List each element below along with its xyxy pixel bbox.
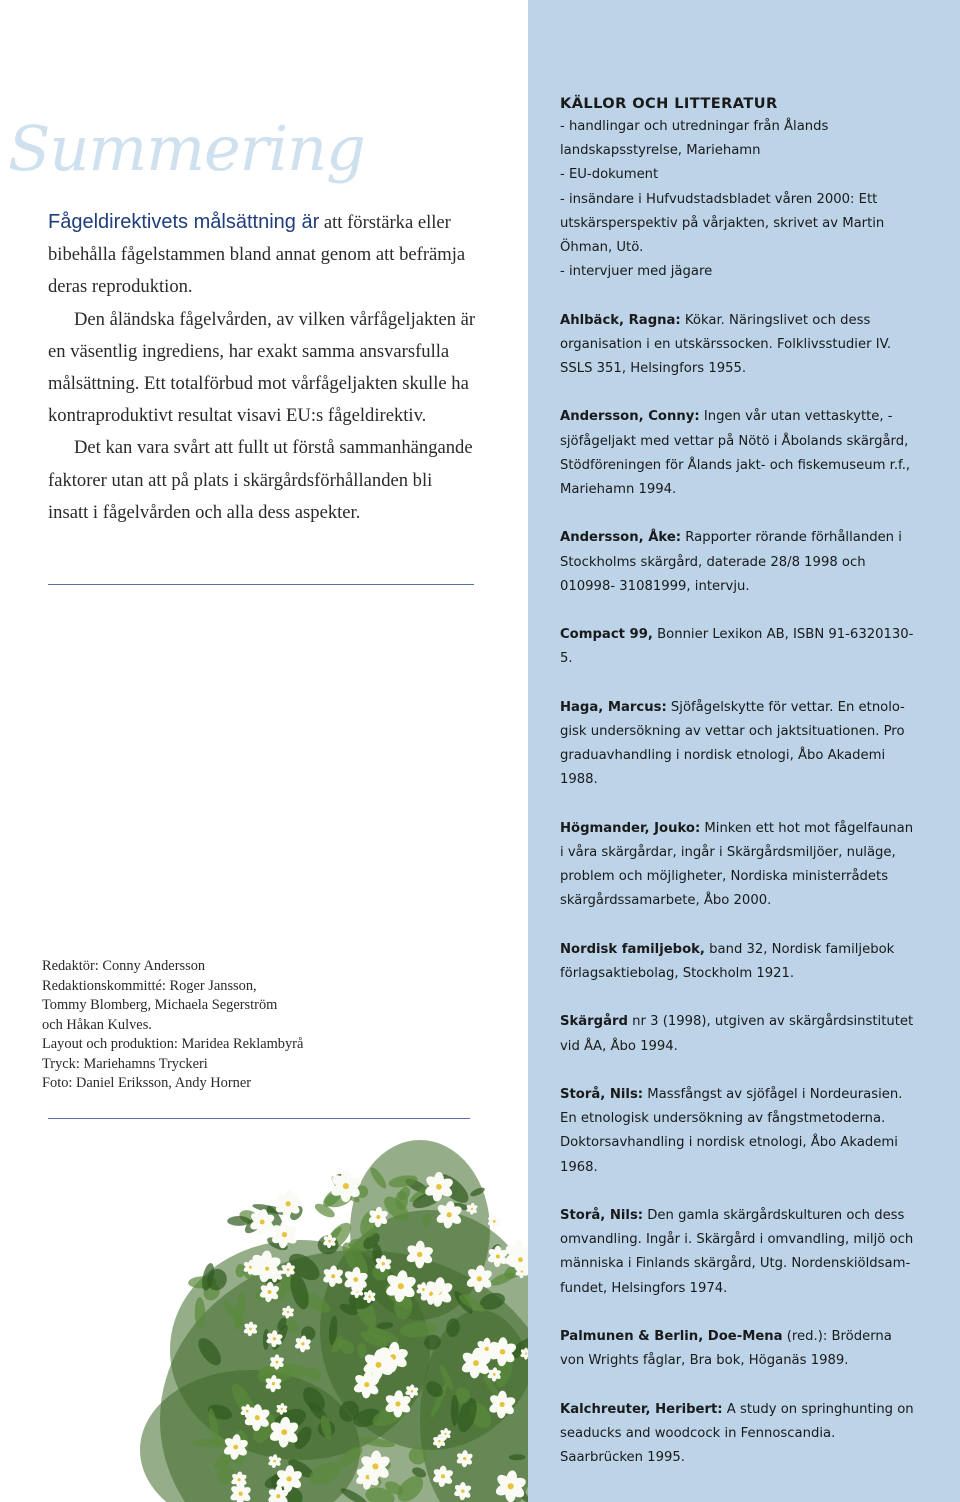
- reference-entry: [560, 817, 920, 914]
- reference-entry: [560, 405, 920, 502]
- source-line: - intervjuer med jägare: [560, 264, 713, 280]
- anemone-flowers-photo: [0, 1120, 528, 1502]
- reference-entry: [560, 309, 920, 382]
- reference-text: Sjöfågelskytte för vettar. En etnologisk undersökning av vettar och jaktsituationen. Pro graduavhandling i nordisk etnologi, Åbo Akademi 1988.: [560, 699, 905, 788]
- source-line: - handlingar och utredningar från Ålands: [560, 119, 829, 134]
- source-line: - insändare i Hufvudstadsbladet våren 2000: Ett: [560, 191, 878, 207]
- reference-author: Andersson, Åke:: [560, 530, 682, 546]
- source-line: landskapsstyrelse, Mariehamn: [560, 143, 761, 159]
- reference-text: Ingen vår utan vettaskytte, - sjöfågeljakt med vettar på Nötö i Åbolands skärgård, Stödföreningen för Ålands jakt- och fiskemuseum r.f., Mariehamn 1994.: [560, 409, 911, 498]
- reference-entry: [560, 623, 920, 671]
- reference-entry: [560, 1083, 920, 1180]
- colophon-line: Redaktör: Conny Andersson: [42, 958, 206, 974]
- summary-paragraph-1: [48, 206, 476, 304]
- reference-text: Minken ett hot mot fågelfaunan i våra skärgårdar, ingår i Skärgårdsmiljöer, nuläge, problem och möjligheter, Nordiska ministerrådets skärgårdssamarbete, Åbo 2000.: [560, 820, 914, 909]
- reference-author: Compact 99,: [560, 627, 653, 643]
- summary-paragraph-2: Den åländska fågelvården, av vilken vårfågeljakten är en väsentlig ingrediens, har exakt samma ansvarsfulla målsättning. Ett totalförbud mot vårfågeljakten skulle ha kontraproduktivt resultat visavi EU:s fågeldirektiv.: [48, 308, 476, 427]
- colophon-line: Tommy Blomberg, Michaela Segerström: [42, 997, 278, 1013]
- references-list: [560, 92, 920, 1494]
- reference-entry: [560, 696, 920, 793]
- source-line: Öhman, Utö.: [560, 240, 644, 256]
- reference-text: Kökar. Näringslivet och dess organisation i en utskärssocken. Folklivsstudier IV. SSLS 351, Helsingfors 1955.: [560, 312, 892, 377]
- reference-entry: [560, 938, 920, 986]
- reference-text: Rapporter rörande förhållanden i Stockholms skärgård, daterade 28/8 1998 och 010998- 31081999, intervju.: [560, 530, 902, 594]
- reference-author: Kalchreuter, Heribert:: [560, 1401, 723, 1417]
- reference-author: Storå, Nils:: [560, 1086, 644, 1102]
- reference-entry: [560, 1204, 920, 1301]
- reference-text: Massfångst av sjöfågel i Nordeurasien. En etnologisk undersökning av fångstmetoderna. Doktorsavhandling i nordisk etnologi, Åbo Akademi 1968.: [560, 1086, 903, 1175]
- summary-lead: Fågeldirektivets målsättning är: [48, 211, 320, 233]
- colophon: [42, 957, 482, 1094]
- divider-top: [48, 584, 474, 585]
- source-line: utskärsperspektiv på vårjakten, skrivet av Martin: [560, 215, 885, 231]
- colophon-line: Foto: Daniel Eriksson, Andy Horner: [42, 1075, 252, 1091]
- reference-entry: [560, 1010, 920, 1058]
- summary-text: [48, 206, 476, 529]
- reference-text: (red.): Bröderna von Wrights fåglar, Bra bok, Höganäs 1989.: [560, 1328, 892, 1369]
- reference-text: nr 3 (1998), utgiven av skärgårdsinstitutet vid ÅA, Åbo 1994.: [560, 1014, 914, 1054]
- summary-paragraph-3: Det kan vara svårt att fullt ut förstå sammanhängande faktorer utan att på plats i skärgårdsförhållanden bli insatt i fågelvården och alla dess aspekter.: [48, 437, 473, 523]
- reference-entry: [560, 526, 920, 599]
- divider-bottom: [48, 1118, 470, 1119]
- colophon-line: Layout och produktion: Maridea Reklambyrå: [42, 1036, 304, 1052]
- reference-author: Skärgård: [560, 1014, 628, 1030]
- sources-heading: KÄLLOR OCH LITTERATUR: [560, 95, 778, 112]
- reference-entry: [560, 1398, 920, 1471]
- sources-list: [560, 115, 920, 284]
- colophon-line: Redaktionskommitté: Roger Jansson,: [42, 977, 257, 994]
- summary-paragraph-1-text: att förstärka eller bibehålla fågelstammen bland annat genom att befrämja deras reproduktion.: [48, 212, 466, 298]
- reference-author: Nordisk familjebok,: [560, 941, 705, 957]
- reference-text: A study on springhunting on seaducks and woodcock in Fennoscandia. Saarbrücken 1995.: [560, 1401, 914, 1465]
- reference-text: Bonnier Lexikon AB, ISBN 91-6320130-5.: [560, 627, 914, 667]
- reference-author: Högmander, Jouko:: [560, 820, 701, 836]
- reference-author: Palmunen & Berlin, Doe-Mena: [560, 1328, 783, 1344]
- reference-text: band 32, Nordisk familjebok förlagsaktiebolag, Stockholm 1921.: [560, 941, 895, 981]
- colophon-line: och Håkan Kulves.: [42, 1016, 152, 1033]
- reference-entry: [560, 1325, 920, 1373]
- reference-author: Andersson, Conny:: [560, 409, 700, 425]
- reference-author: Haga, Marcus:: [560, 699, 667, 715]
- page-title: Summering: [8, 112, 365, 185]
- reference-author: Storå, Nils:: [560, 1207, 644, 1223]
- reference-text: Den gamla skärgårdskulturen och dess omvandling. Ingår i. Skärgård i omvandling, miljö och människa i Finlands skärgård, Utg. Nordenskiöldsamfundet, Helsingfors 1974.: [560, 1207, 914, 1296]
- reference-author: Ahlbäck, Ragna:: [560, 312, 681, 328]
- source-line: - EU-dokument: [560, 167, 659, 183]
- colophon-line: Tryck: Mariehamns Tryckeri: [42, 1055, 208, 1072]
